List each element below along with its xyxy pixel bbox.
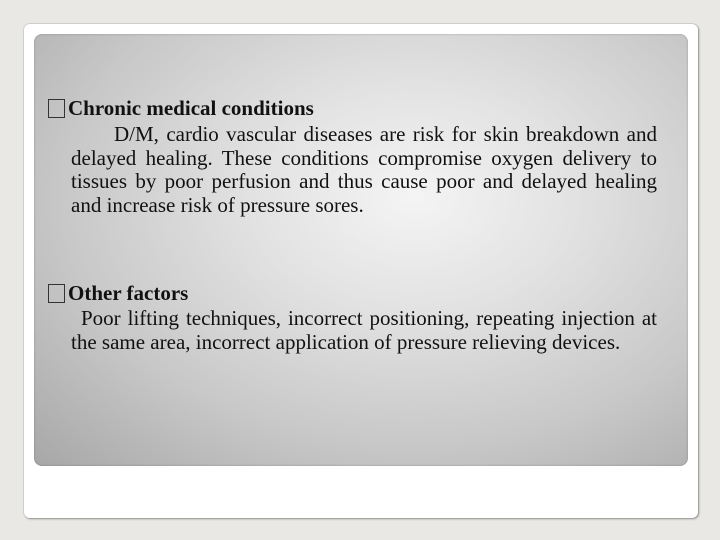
square-bullet-icon — [48, 284, 65, 303]
section-body: Poor lifting techniques, incorrect positioning, repeating injection at the same area, incorrect application of pressure relieving devices. — [71, 306, 657, 354]
section-body: D/M, cardio vascular diseases are risk for skin breakdown and delayed healing. These conditions compromise oxygen delivery to tissues by poor perfusion and thus cause poor and delayed healing and increase risk of pressure sores. — [71, 122, 657, 217]
section-heading: Other factors — [68, 281, 189, 305]
bullet-section-other-factors — [48, 281, 658, 354]
square-bullet-icon — [48, 99, 65, 118]
slide-footer-area — [34, 470, 688, 510]
bullet-section-chronic-conditions — [48, 96, 658, 217]
bullet-heading-row — [48, 281, 658, 305]
section-heading: Chronic medical conditions — [68, 96, 314, 120]
bullet-heading-row — [48, 96, 658, 120]
